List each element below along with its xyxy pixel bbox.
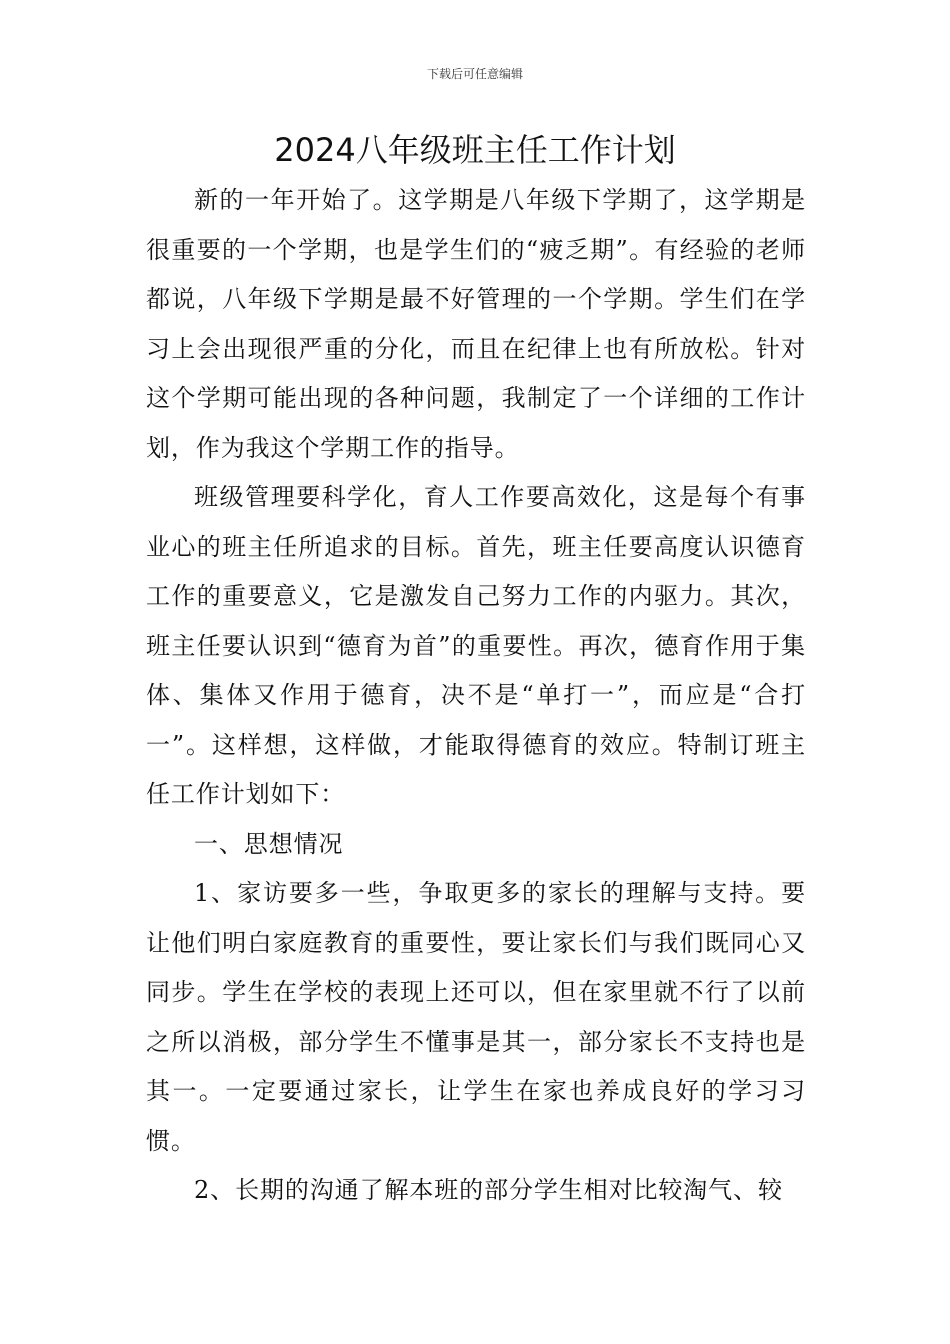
paragraph-class-management: 班级管理要科学化，育人工作要高效化，这是每个有事业心的班主任所追求的目标。首先，班主任要高度认识德育工作的重要意义，它是激发自己努力工作的内驱力。其次，班主任要认识到“德育为首”的重要性。再次，德育作用于集体、集体又作用于德育，决不是“单打一”，而应是“合打一”。这样想，这样做，才能取得德育的效应。特制订班主任工作计划如下： xyxy=(146,483,806,808)
paragraph-item-2: 2、长期的沟通了解本班的部分学生相对比较淘气、较 xyxy=(194,1176,783,1204)
document-title: 2024八年级班主任工作计划 xyxy=(274,131,676,169)
header-note: 下载后可任意编辑 xyxy=(426,67,523,81)
section-heading-thought: 一、思想情况 xyxy=(194,829,344,858)
paragraph-item-1: 1、家访要多一些，争取更多的家长的理解与支持。要让他们明白家庭教育的重要性，要让家长们与我们既同心又同步。学生在学校的表现上还可以，但在家里就不行了以前之所以消极，部分学生不懂事是其一，部分家长不支持也是其一。一定要通过家长，让学生在家也养成良好的学习习惯。 xyxy=(146,879,806,1155)
paragraph-intro: 新的一年开始了。这学期是八年级下学期了，这学期是很重要的一个学期，也是学生们的“疲乏期”。有经验的老师都说，八年级下学期是最不好管理的一个学期。学生们在学习上会出现很严重的分化，而且在纪律上也有所放松。针对这个学期可能出现的各种问题，我制定了一个详细的工作计划，作为我这个学期工作的指导。 xyxy=(146,186,806,462)
document-body xyxy=(146,176,806,1216)
